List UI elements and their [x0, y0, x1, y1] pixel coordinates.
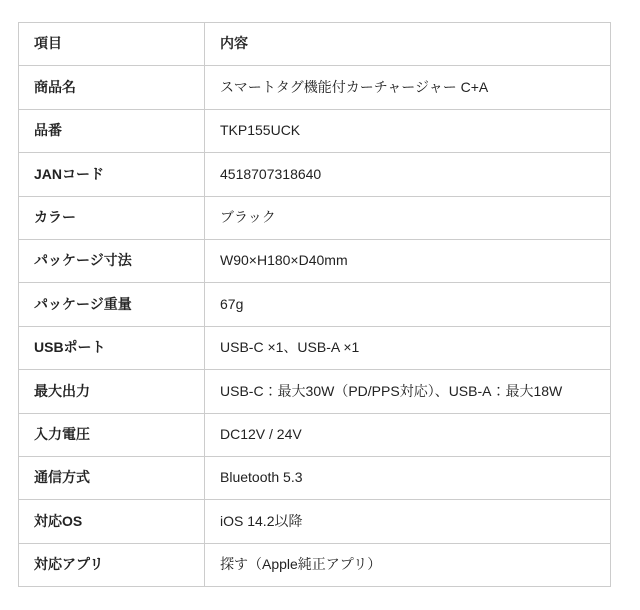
row-value: W90×H180×D40mm	[205, 239, 611, 282]
header-item-label: 項目	[19, 23, 205, 66]
table-row	[19, 196, 611, 239]
table-row	[19, 283, 611, 326]
row-value: 探す（Apple純正アプリ）	[205, 543, 611, 586]
table-row	[19, 153, 611, 196]
row-value: TKP155UCK	[205, 109, 611, 152]
row-label: USBポート	[19, 326, 205, 369]
table-row	[19, 239, 611, 282]
row-value: 4518707318640	[205, 153, 611, 196]
table-row	[19, 413, 611, 456]
row-label: パッケージ重量	[19, 283, 205, 326]
row-label: 商品名	[19, 66, 205, 109]
table-row	[19, 109, 611, 152]
row-value: USB-C：最大30W（PD/PPS対応）、USB-A：最大18W	[205, 370, 611, 413]
product-spec-table	[18, 22, 611, 587]
row-label: 通信方式	[19, 456, 205, 499]
row-label: JANコード	[19, 153, 205, 196]
row-label: 対応アプリ	[19, 543, 205, 586]
row-value: USB-C ×1、USB-A ×1	[205, 326, 611, 369]
spec-table-body	[19, 66, 611, 587]
row-value: ブラック	[205, 196, 611, 239]
row-label: 最大出力	[19, 370, 205, 413]
table-row	[19, 326, 611, 369]
row-value: DC12V / 24V	[205, 413, 611, 456]
header-content-label: 内容	[205, 23, 611, 66]
table-row	[19, 456, 611, 499]
row-value: iOS 14.2以降	[205, 500, 611, 543]
spec-table-header-row	[19, 23, 611, 66]
table-row	[19, 66, 611, 109]
row-value: 67g	[205, 283, 611, 326]
table-row	[19, 370, 611, 413]
row-value: Bluetooth 5.3	[205, 456, 611, 499]
row-label: 入力電圧	[19, 413, 205, 456]
row-value: スマートタグ機能付カーチャージャー C+A	[205, 66, 611, 109]
row-label: カラー	[19, 196, 205, 239]
table-row	[19, 543, 611, 586]
row-label: パッケージ寸法	[19, 239, 205, 282]
table-row	[19, 500, 611, 543]
row-label: 対応OS	[19, 500, 205, 543]
row-label: 品番	[19, 109, 205, 152]
